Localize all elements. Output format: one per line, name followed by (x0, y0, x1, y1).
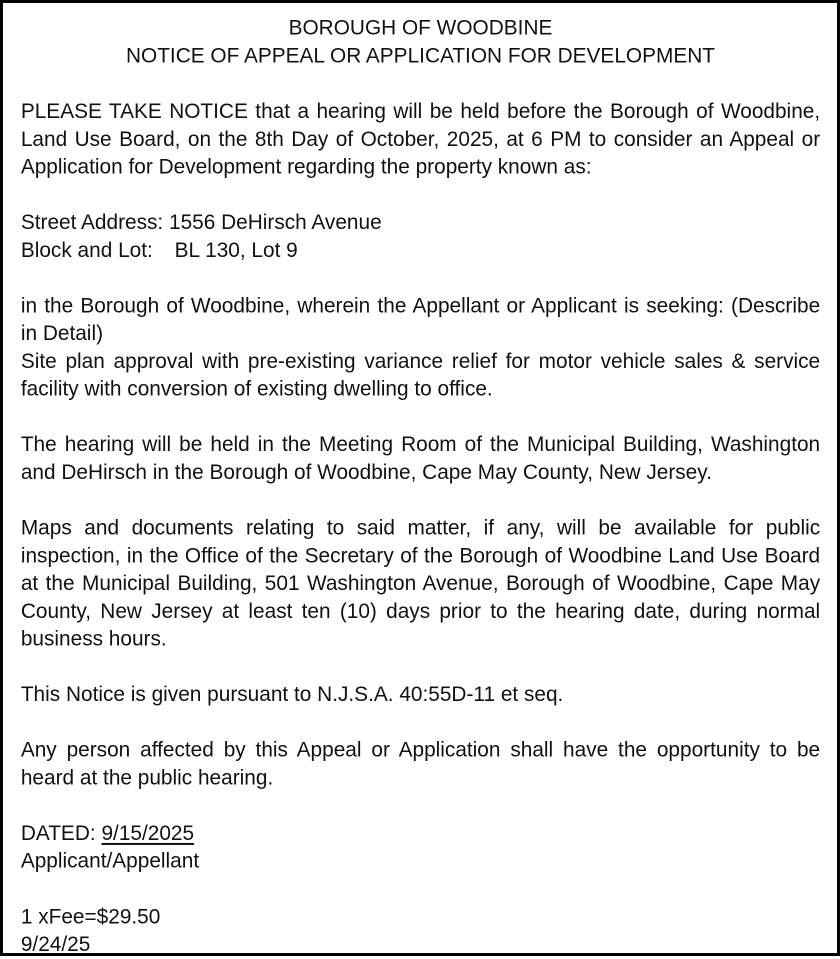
signer-role: Applicant/Appellant (20, 849, 200, 873)
spacer (21, 654, 820, 682)
street-address-line (21, 209, 820, 237)
spacer (21, 70, 820, 98)
spacer (21, 181, 820, 209)
dated-line (21, 820, 820, 848)
dated-value: 9/15/2025 (101, 822, 195, 845)
statute-paragraph: This Notice is given pursuant to N.J.S.A. 40:55D-11 et seq. (20, 683, 564, 707)
spacer (21, 404, 820, 432)
spacer (21, 487, 820, 515)
maps-documents-paragraph: Maps and documents relating to said matter, if any, will be available for public inspection, in the Office of the Secretary of the Borough of Woodbine Land Use Board at the Municipal Building, 501 Washington Avenue, Borough of Woodbine, Cape May County, New Jersey at least ten (10) days prior to the hearing date, during normal business hours. (20, 516, 821, 651)
seeking-lead: in the Borough of Woodbine, wherein the Appellant or Applicant is seeking: (Describe in Detail) (20, 294, 821, 346)
spacer (21, 792, 820, 820)
hearing-location-paragraph: The hearing will be held in the Meeting Room of the Municipal Building, Washington and DeHirsch in the Borough of Woodbine, Cape May County, New Jersey. (20, 433, 821, 484)
block-lot-label: Block and Lot: (20, 239, 153, 262)
street-address-value: 1556 DeHirsch Avenue (169, 211, 382, 235)
spacer (21, 876, 820, 904)
affected-paragraph: Any person affected by this Appeal or Application shall have the opportunity to be heard at the public hearing. (20, 738, 821, 790)
notice-title-line-1: BOROUGH OF WOODBINE (288, 16, 553, 40)
dated-label: DATED: (20, 822, 96, 845)
fee-line: 1 xFee=$29.50 (20, 905, 161, 929)
property-block (21, 209, 820, 265)
block-lot-value: BL 130, Lot 9 (174, 239, 298, 262)
notice-title-line-2: NOTICE OF APPEAL OR APPLICATION FOR DEVELOPMENT (125, 44, 716, 68)
spacer (21, 709, 820, 737)
signature-block (21, 820, 820, 876)
publication-date: 9/24/25 (20, 933, 91, 956)
intro-paragraph: PLEASE TAKE NOTICE that a hearing will be held before the Borough of Woodbine, Land Use Board, on the 8th Day of October, 2025, at 6 PM to consider an Appeal or Application for Development regarding the property known as: (20, 100, 821, 179)
block-lot-line (21, 237, 820, 265)
spacer (21, 265, 820, 293)
street-address-label: Street Address: (20, 211, 164, 235)
seeking-description: Site plan approval with pre-existing variance relief for motor vehicle sales & service facility with conversion of existing dwelling to office. (20, 350, 821, 401)
